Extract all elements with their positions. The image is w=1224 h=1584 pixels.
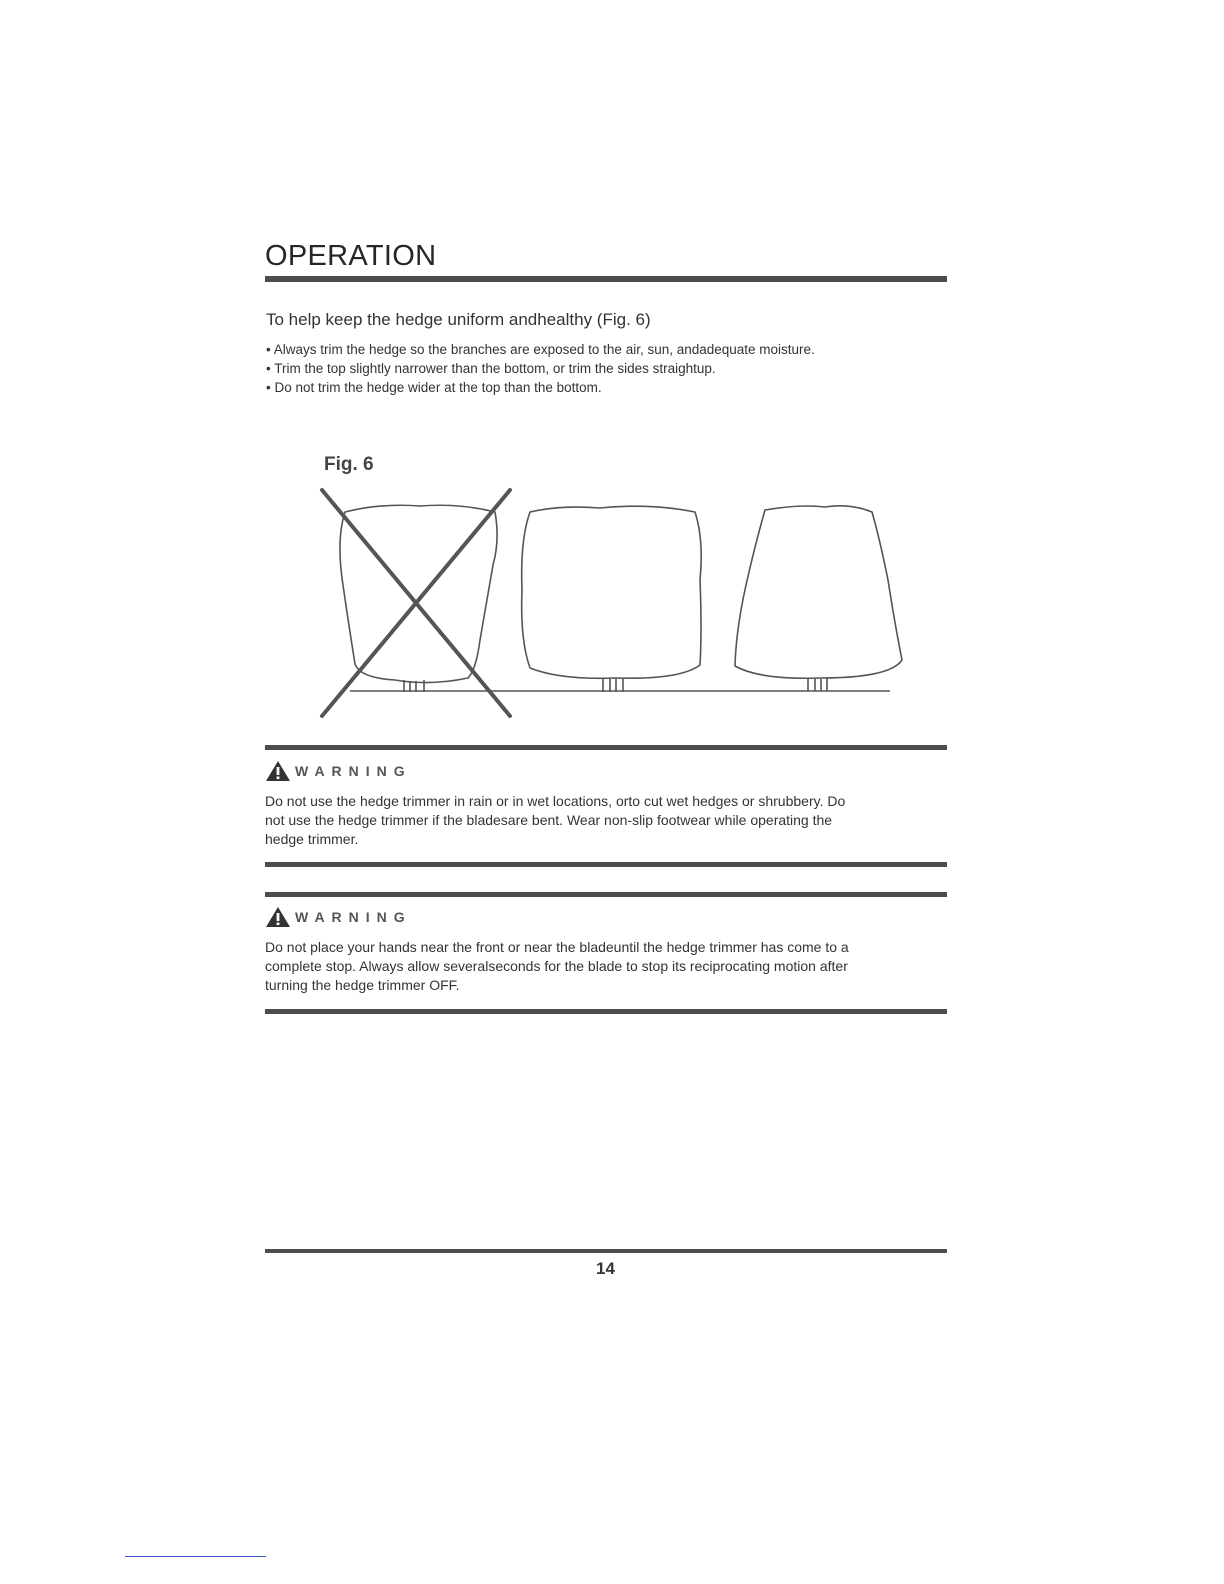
warning-text-line: not use the hedge trimmer if the bladesare bent. Wear non-slip footwear while operating the bbox=[265, 812, 833, 828]
warning-label: WARNING bbox=[295, 763, 412, 779]
hedge-shape-illustration bbox=[300, 480, 920, 730]
hedge-straight-sides bbox=[522, 506, 702, 678]
bottom-divider-line bbox=[125, 1556, 266, 1557]
warning-text-line: Do not place your hands near the front or near the bladeuntil the hedge trimmer has come to a bbox=[265, 939, 849, 955]
bullet-item: • Trim the top slightly narrower than the bottom, or trim the sides straightup. bbox=[266, 361, 716, 376]
warning-text-line: hedge trimmer. bbox=[265, 831, 359, 847]
bullet-item: • Do not trim the hedge wider at the top than the bottom. bbox=[266, 380, 602, 395]
title-rule bbox=[265, 276, 947, 282]
hedge-narrow-top bbox=[735, 506, 902, 678]
warning-text bbox=[265, 938, 935, 995]
warning-triangle-icon bbox=[265, 760, 291, 782]
hedge-straight-sides-trunk bbox=[603, 678, 623, 692]
intro-heading: To help keep the hedge uniform andhealthy (Fig. 6) bbox=[266, 310, 651, 329]
warning-text-line: Do not use the hedge trimmer in rain or in wet locations, orto cut wet hedges or shrubbery. Do bbox=[265, 793, 846, 809]
warning-triangle-icon bbox=[265, 906, 291, 928]
bullet-item: • Always trim the hedge so the branches are exposed to the air, sun, andadequate moisture. bbox=[266, 342, 815, 357]
warning-bottom-rule bbox=[265, 862, 947, 867]
warning-top-rule bbox=[265, 745, 947, 750]
figure-label: Fig. 6 bbox=[324, 454, 374, 475]
warning-header bbox=[265, 906, 412, 928]
page-number: 14 bbox=[596, 1259, 615, 1278]
footer-rule bbox=[265, 1249, 947, 1253]
warning-text bbox=[265, 792, 935, 849]
warning-bottom-rule bbox=[265, 1009, 947, 1014]
warning-text-line: turning the hedge trimmer OFF. bbox=[265, 977, 460, 993]
hedge-narrow-top-trunk bbox=[808, 678, 827, 691]
warning-label: WARNING bbox=[295, 909, 412, 925]
section-title: OPERATION bbox=[265, 240, 437, 272]
warning-header bbox=[265, 760, 412, 782]
warning-top-rule bbox=[265, 892, 947, 897]
warning-text-line: complete stop. Always allow severalseconds for the blade to stop its reciprocating motion after bbox=[265, 958, 848, 974]
